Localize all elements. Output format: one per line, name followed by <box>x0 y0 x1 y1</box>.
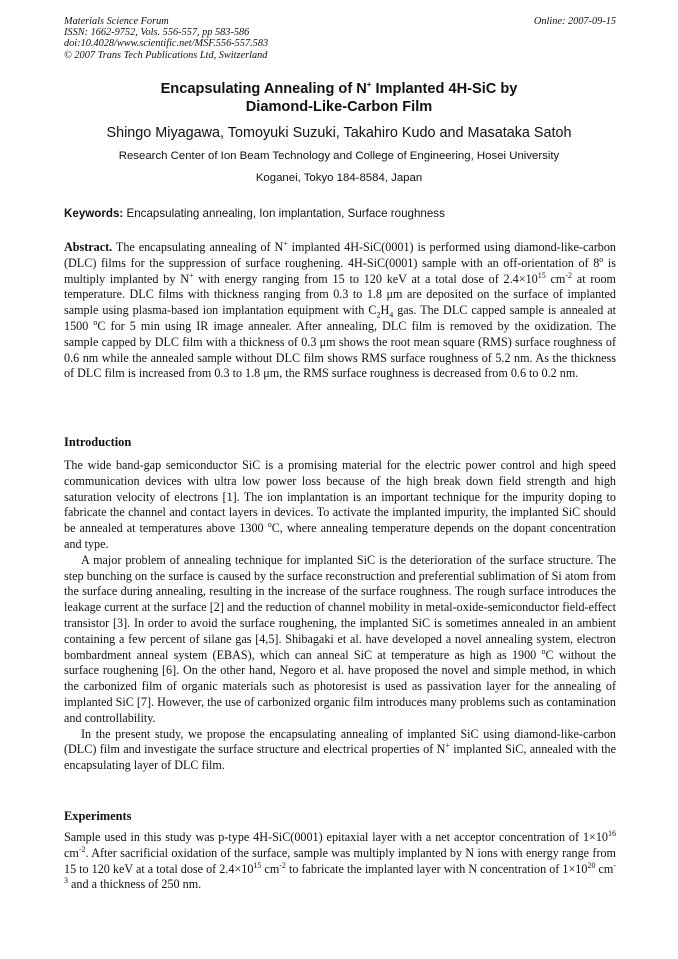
abstract-sup: -2 <box>565 270 573 280</box>
journal-name: Materials Science Forum <box>64 16 169 27</box>
journal-header <box>64 16 616 61</box>
abstract-text: gas. The DLC capped sample is annealed at 1500 <box>64 303 617 333</box>
online-date: Online: 2007-09-15 <box>533 16 616 27</box>
abstract-text: with energy ranging from 15 to 120 keV at a total dose of 2.4×10 <box>193 271 538 286</box>
intro-paragraph-2 <box>64 553 616 727</box>
experiments-sup: 16 <box>608 828 616 838</box>
intro-text: A major problem of annealing technique for implanted SiC is the deterioration of the surface structure. The step bunching on the surface is caused by the surface reconstruction and preferential sublimation of Si atom from the surface during annealing, resulting in the increase of the surface roughness. The rough surface introduces the leakage current at the surface [2] and the reduction of channel mobility in metal-oxide-semiconductor field-effect transistor [3]. In order to avoid the surface roughening, the implanted SiC is sometimes annealed in an ambient containing a few percent of silane gas [4,5]. Shibagaki et al. have developed a novel annealing system, electron bombardment anneal system (EBAS), which can anneal SiC at temperature as high as 1900 <box>64 552 616 662</box>
experiments-sup: -2 <box>78 844 86 854</box>
intro-sup: o <box>541 646 546 656</box>
doi-line: doi:10.4028/www.scientific.net/MSF.556-557.583 <box>64 38 269 50</box>
title-sup: + <box>366 80 372 90</box>
title-part1: Encapsulating Annealing of N <box>160 81 367 97</box>
experiments-text: Sample used in this study was p-type 4H-SiC(0001) epitaxial layer with a net acceptor concentration of 1×10 <box>64 830 608 844</box>
intro-text: C without the surface roughening [6]. On the other hand, Negoro et al. have proposed the novel and simple method, in which the carbonized film of organic materials such as photoresist is used as passivation layer for the annealing of implanted SiC [7]. However, the use of carbonized organic film introduces many problems such as contamination and controllability. <box>64 647 616 725</box>
experiments-text: cm <box>595 861 614 876</box>
experiments-text: cm <box>261 861 280 876</box>
introduction-body <box>64 458 616 774</box>
title-line2: Diamond-Like-Carbon Film <box>245 99 433 115</box>
abstract-label: Abstract. <box>64 240 113 254</box>
experiments-text: and a thickness of 250 nm. <box>68 877 202 892</box>
issn-line: ISSN: 1662-9752, Vols. 556-557, pp 583-586 <box>64 27 250 39</box>
abstract-text: cm <box>545 271 566 286</box>
intro-text: C, where annealing temperature depends on the dopant concentration and type. <box>64 521 616 551</box>
abstract-sup: + <box>283 238 288 248</box>
experiments-body <box>64 830 616 893</box>
author-list: Shingo Miyagawa, Tomoyuki Suzuki, Takahiro Kudo and Masataka Satoh <box>106 125 572 141</box>
introduction-heading: Introduction <box>64 435 132 449</box>
title-part2: Implanted 4H-SiC by <box>371 81 518 97</box>
intro-paragraph-1 <box>64 458 616 553</box>
keywords-label: Keywords: <box>64 207 124 220</box>
intro-text: In the present study, we propose the encapsulating annealing of implanted SiC using diamond-like-carbon (DLC) film and investigate the surface structure and electrical properties of N <box>64 726 616 757</box>
abstract-text: at room temperature. DLC films with thickness ranging from 0.3 to 1.8 μm are deposited on the surface of implanted sample using plasma-based ion implantation equipment with C <box>64 271 616 318</box>
abstract-text: H <box>380 303 390 318</box>
abstract-text: is multiply implanted by N <box>64 255 616 286</box>
intro-text: implanted SiC, annealed with the encapsulating layer of DLC film. <box>64 742 616 773</box>
abstract-sup: o <box>93 317 98 327</box>
abstract-sub: 2 <box>376 310 381 320</box>
abstract-text: C for 5 min using IR image annealer. After annealing, DLC film is removed by the oxidization. The sample capped by DLC film with a thickness of 0.3 μm shows the root mean square (RMS) surface roughness of 0.6 nm while the annealed sample without DLC film shows RMS surface roughness of 5.2 nm. As the thickness of DLC film is increased from 0.3 to 1.8 μm, the RMS surface roughness is decreased from 0.6 to 0.2 nm. <box>64 318 616 381</box>
abstract-sub: 4 <box>389 310 394 320</box>
experiments-text: cm <box>64 845 79 860</box>
paper-title <box>60 80 618 116</box>
intro-sup: o <box>267 520 272 530</box>
affiliation-line1: Research Center of Ion Beam Technology and College of Engineering, Hosei University <box>118 150 560 162</box>
abstract-sup: o <box>599 254 604 264</box>
keywords-text: Encapsulating annealing, Ion implantation, Surface roughness <box>123 207 445 220</box>
abstract-text: implanted 4H-SiC(0001) is performed using diamond-like-carbon (DLC) films for the suppression of surface roughening. 4H-SiC(0001) sample with an off-orientation of 8 <box>64 240 617 270</box>
affiliation-line2: Koganei, Tokyo 184-8584, Japan <box>255 172 423 184</box>
experiments-sup: -3 <box>64 860 616 886</box>
keywords <box>64 207 624 220</box>
abstract-sup: 15 <box>537 270 546 280</box>
intro-sup: + <box>445 741 450 751</box>
experiments-sup: 20 <box>587 860 596 870</box>
abstract <box>64 240 616 382</box>
copyright-line: © 2007 Trans Tech Publications Ltd, Switzerland <box>64 49 268 61</box>
intro-text: The wide band-gap semiconductor SiC is a promising material for the electric power control and high speed communication devices with ultra low power loss because of the high break down field strength and high saturation velocity of electrons [1]. The ion implantation is an important technique for the impurity doping to fabricate the channel and contact layers in devices. To activate the implanted impurity, the implanted SiC should be annealed at temperatures above 1300 <box>64 458 616 536</box>
experiments-heading: Experiments <box>64 809 132 823</box>
abstract-sup: + <box>188 270 194 280</box>
experiments-sup: 15 <box>253 860 262 870</box>
experiments-sup: -2 <box>279 860 286 870</box>
intro-paragraph-3 <box>64 727 616 774</box>
abstract-text: The encapsulating annealing of N <box>112 240 284 254</box>
experiments-text: . After sacrificial oxidation of the surface, sample was multiply implanted by N ions with energy range from 15 to 120 keV at a total dose of 2.4×10 <box>64 845 616 876</box>
experiments-text: to fabricate the implanted layer with N concentration of 1×10 <box>285 861 588 876</box>
